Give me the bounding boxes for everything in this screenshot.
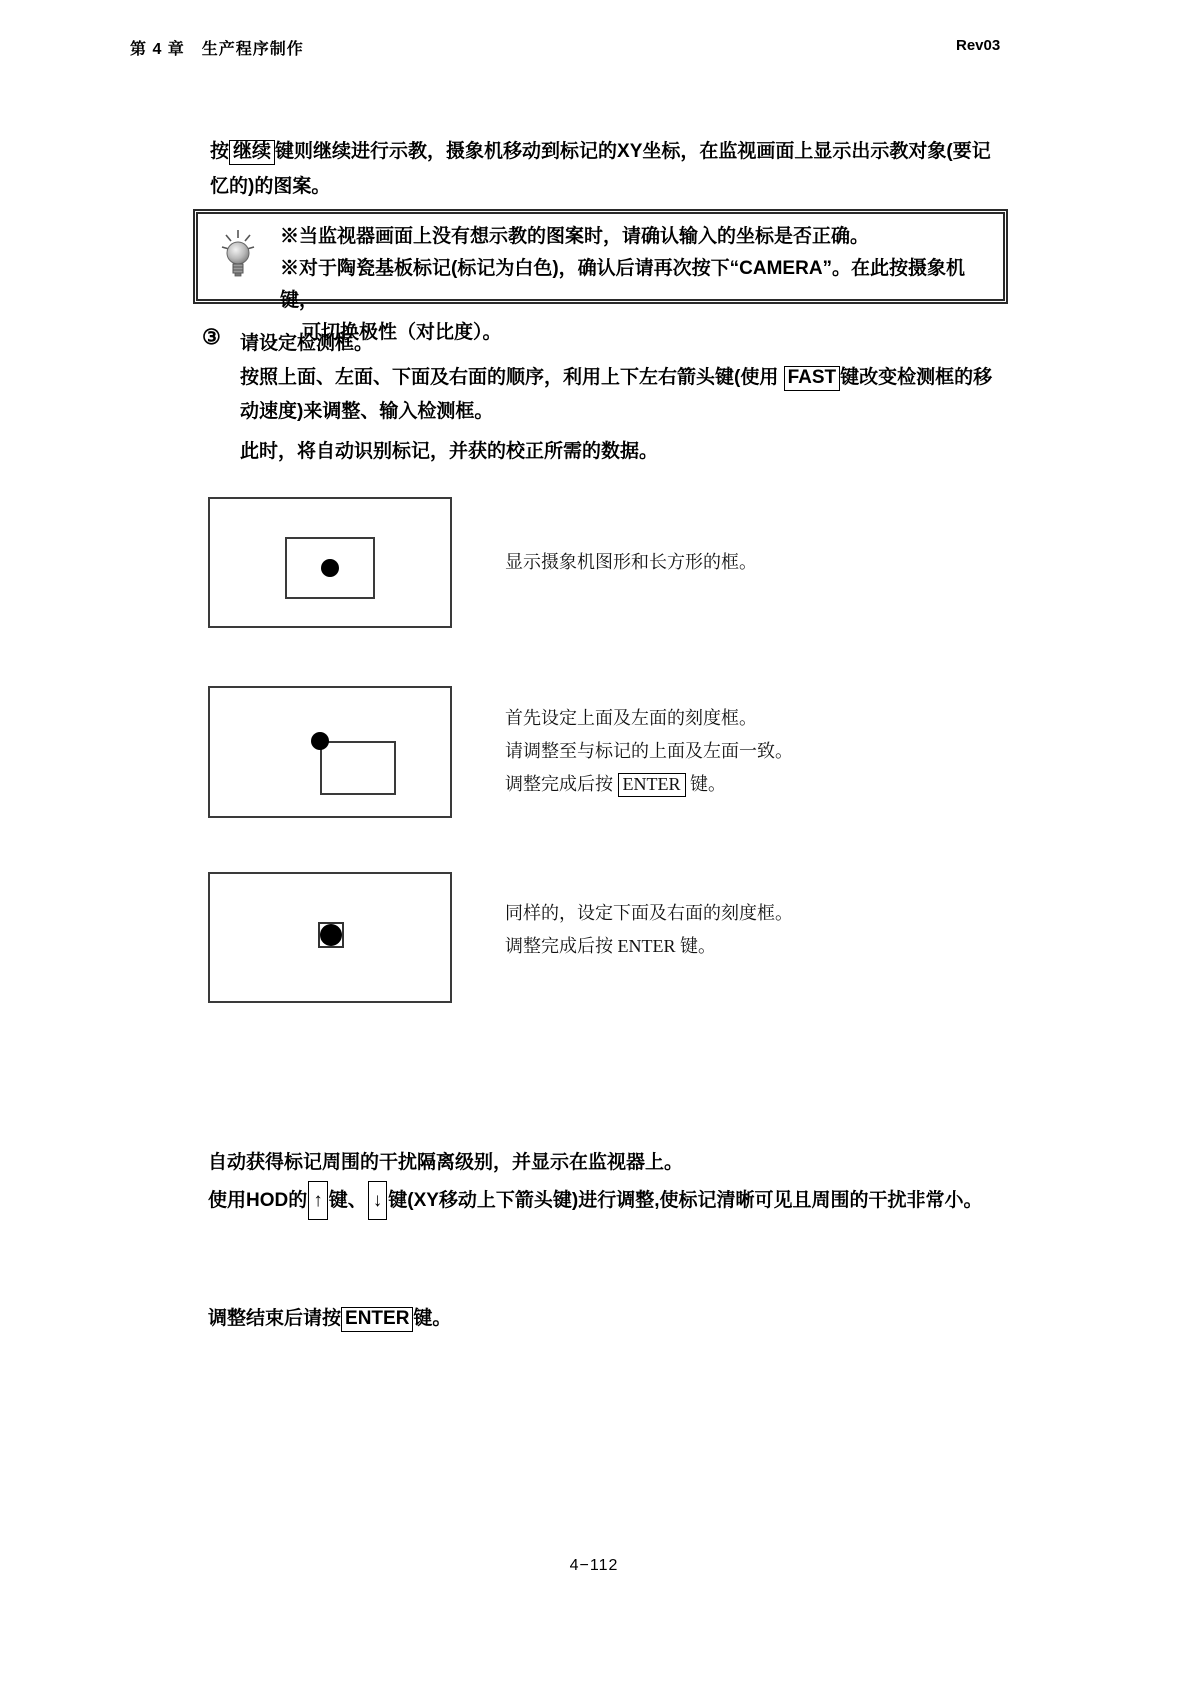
page-number: 4−112: [569, 1557, 619, 1574]
finish-post: 键。: [413, 1308, 452, 1329]
figure-2-caption3-pre: 调整完成后按: [505, 774, 618, 794]
step-line-3: 此时，将自动识别标记，并获的校正所需的数据。: [240, 441, 659, 462]
figure-2-caption-line-2: 请调整至与标记的上面及左面一致。: [505, 741, 793, 761]
intro-pre: 按: [210, 141, 230, 162]
adjust-line2-pre: 使用HOD的: [208, 1190, 308, 1211]
key-arrow-down-icon: ↓: [368, 1181, 388, 1220]
figure-1-frame: [208, 497, 452, 628]
step-body: [240, 327, 1050, 469]
finish-pre: 调整结束后请按: [208, 1308, 342, 1329]
figure-2-caption: [505, 702, 793, 801]
intro-line-2: 忆的)的图案。: [210, 176, 331, 197]
figure-2-caption-line-1: 首先设定上面及左面的刻度框。: [505, 708, 757, 728]
key-enter: ENTER: [618, 773, 686, 797]
adjust-line-2: [208, 1181, 1038, 1220]
figure-1-mark-dot-icon: [321, 559, 339, 577]
intro-rest: 键则继续进行示教，摄象机移动到标记的XY坐标，在监视画面上显示出示教对象(要记: [275, 141, 991, 162]
figure-2-detect-frame: [320, 741, 396, 795]
figure-3-caption: [505, 897, 793, 963]
adjust-line2-mid: 键、: [328, 1190, 367, 1211]
key-fast: FAST: [784, 366, 841, 391]
header-revision: Rev03: [956, 37, 1001, 54]
note-box: [193, 209, 1008, 343]
figure-1-caption: 显示摄象机图形和长方形的框。: [505, 552, 757, 572]
figure-3-frame: [208, 872, 452, 1003]
intro-paragraph: [210, 134, 1020, 204]
step-line1-pre: 按照上面、左面、下面及右面的顺序，利用上下左右箭头键(使用: [240, 367, 784, 388]
adjust-line-1: 自动获得标记周围的干扰隔离级别，并显示在监视器上。: [208, 1152, 684, 1173]
figure-2-frame: [208, 686, 452, 818]
figure-1-detect-frame: [285, 537, 375, 599]
adjust-line2-post: 键(XY移动上下箭头键)进行调整,使标记清晰可见且周围的干扰非常小。: [388, 1190, 983, 1211]
figure-2-mark-dot-icon: [311, 732, 329, 750]
header-chapter: 第 4 章 生产程序制作: [130, 41, 304, 58]
figure-3-mark-dot-icon: [320, 924, 342, 946]
finish-line: [208, 1303, 451, 1332]
note-line-1: ※当监视器画面上没有想示教的图案时，请确认输入的坐标是否正确。: [280, 226, 870, 247]
intro-line-1: [210, 134, 1020, 169]
note-line-3: 可切换极性（对比度）。: [302, 322, 502, 343]
figure-3-detect-frame: [318, 922, 344, 948]
step-line-1: [240, 361, 1050, 395]
step-line-2: 动速度)来调整、输入检测框。: [240, 401, 494, 422]
figure-3-caption-line-2: 调整完成后按 ENTER 键。: [505, 936, 716, 956]
step-title: 请设定检测框。: [240, 333, 374, 354]
figure-3-caption-line-1: 同样的，设定下面及右面的刻度框。: [505, 903, 793, 923]
figure-2-caption3-post: 键。: [685, 774, 726, 794]
step-line1-post: 键改变检测框的移: [840, 367, 993, 388]
note-line-2: ※对于陶瓷基板标记(标记为白色)，确认后请再次按下“CAMERA”。在此按摄象机键，: [280, 258, 966, 311]
step-number: ③: [202, 326, 221, 349]
adjust-paragraph: [208, 1144, 1038, 1220]
key-continue: 继续: [229, 140, 275, 165]
key-enter-final: ENTER: [341, 1307, 413, 1332]
figure-2-caption-line-3: [505, 768, 793, 801]
lightbulb-icon: [220, 226, 256, 286]
key-arrow-up-icon: ↑: [308, 1181, 328, 1220]
